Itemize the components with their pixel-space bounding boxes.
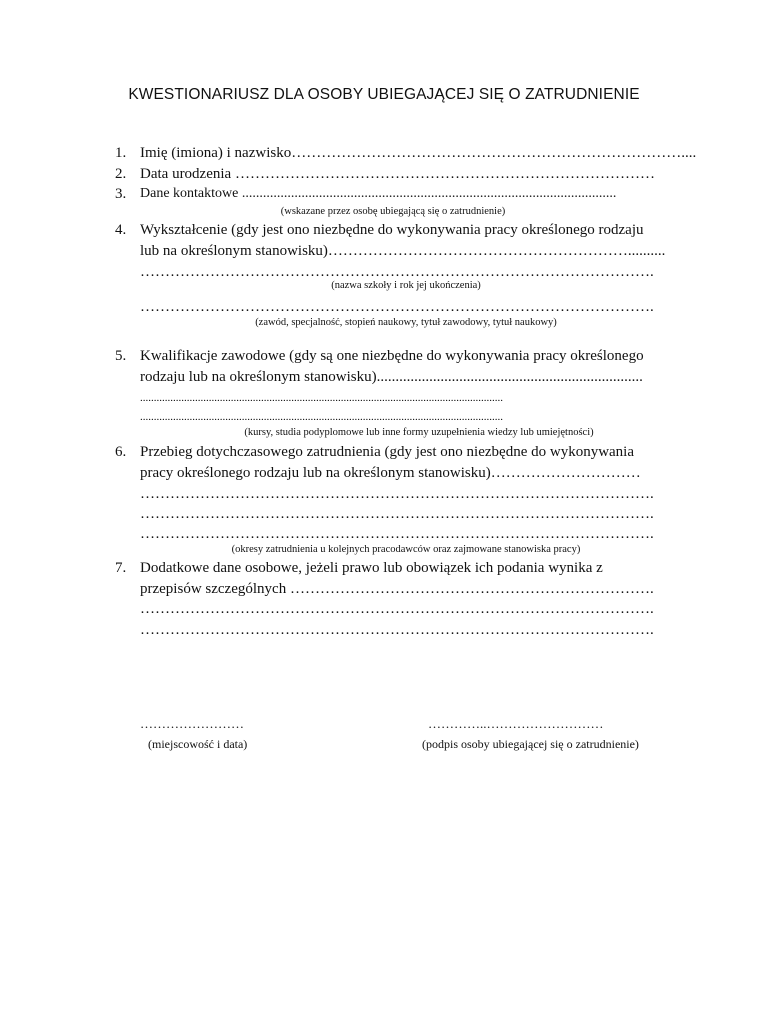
item-5-line-3: .................................................................................................................................... (140, 392, 503, 404)
item-6-caption: (okresy zatrudnienia u kolejnych pracodawców oraz zajmowane stanowiska pracy) (231, 544, 581, 555)
place-date-signature-line: …………………… (140, 716, 244, 731)
document-title: KWESTIONARIUSZ DLA OSOBY UBIEGAJĄCEJ SIĘ O ZATRUDNIENIE (128, 86, 640, 103)
item-6-line-5: …………………………………………………………………………………………. (140, 526, 654, 542)
item-5-line-4: .................................................................................................................................... (140, 411, 503, 423)
applicant-signature-line: …………..……………………… (428, 716, 604, 731)
item-7-line-3: …………………………………………………………………………………………. (140, 601, 654, 617)
applicant-signature-label: (podpis osoby ubiegającej się o zatrudnienie) (422, 737, 639, 751)
item-4-line-4: …………………………………………………………………………………………. (140, 299, 654, 315)
item-number-2: 2. (115, 166, 127, 182)
item-number-5: 5. (115, 348, 127, 364)
item-6-line-2: pracy określonego rodzaju lub na określonym stanowisku)………………………… (140, 465, 641, 481)
item-1-name-field: Imię (imiona) i nazwisko…………………………………………………………………….... (140, 145, 697, 161)
item-3-contact-field: Dane kontaktowe ........................................................................................................... (140, 186, 617, 201)
item-5-caption: (kursy, studia podyplomowe lub inne formy uzupełnienia wiedzy lub umiejętności) (244, 427, 594, 438)
item-6-line-4: …………………………………………………………………………………………. (140, 506, 654, 522)
item-number-1: 1. (115, 145, 127, 161)
item-number-7: 7. (115, 560, 127, 576)
item-2-birthdate-field: Data urodzenia ………………………………………………………………………… (140, 166, 655, 182)
item-3-caption: (wskazane przez osobę ubiegającą się o zatrudnienie) (280, 206, 506, 217)
item-4-line-1: Wykształcenie (gdy jest ono niezbędne do wykonywania pracy określonego rodzaju (140, 222, 644, 238)
item-7-line-1: Dodatkowe dane osobowe, jeżeli prawo lub obowiązek ich podania wynika z (140, 560, 603, 576)
item-number-6: 6. (115, 444, 127, 460)
item-4-line-2: lub na określonym stanowisku)…………………………………………………….......... (140, 243, 666, 259)
item-6-line-1: Przebieg dotychczasowego zatrudnienia (gdy jest ono niezbędne do wykonywania (140, 444, 635, 460)
item-7-line-2: przepisów szczególnych ………………………………………………………………. (140, 581, 654, 597)
item-6-line-3: …………………………………………………………………………………………. (140, 486, 654, 502)
item-5-line-2: rodzaju lub na określonym stanowisku)....................................................................... (140, 369, 643, 385)
place-date-label: (miejscowość i data) (148, 737, 248, 751)
item-5-line-1: Kwalifikacje zawodowe (gdy są one niezbędne do wykonywania pracy określonego (140, 348, 644, 364)
item-7-line-4: …………………………………………………………………………………………. (140, 622, 654, 638)
item-number-4: 4. (115, 222, 127, 238)
item-4-caption-1: (nazwa szkoły i rok jej ukończenia) (331, 280, 481, 291)
item-4-caption-2: (zawód, specjalność, stopień naukowy, tytuł zawodowy, tytuł naukowy) (255, 317, 557, 328)
item-number-3: 3. (115, 186, 127, 202)
item-4-line-3: …………………………………………………………………………………………. (140, 264, 654, 280)
